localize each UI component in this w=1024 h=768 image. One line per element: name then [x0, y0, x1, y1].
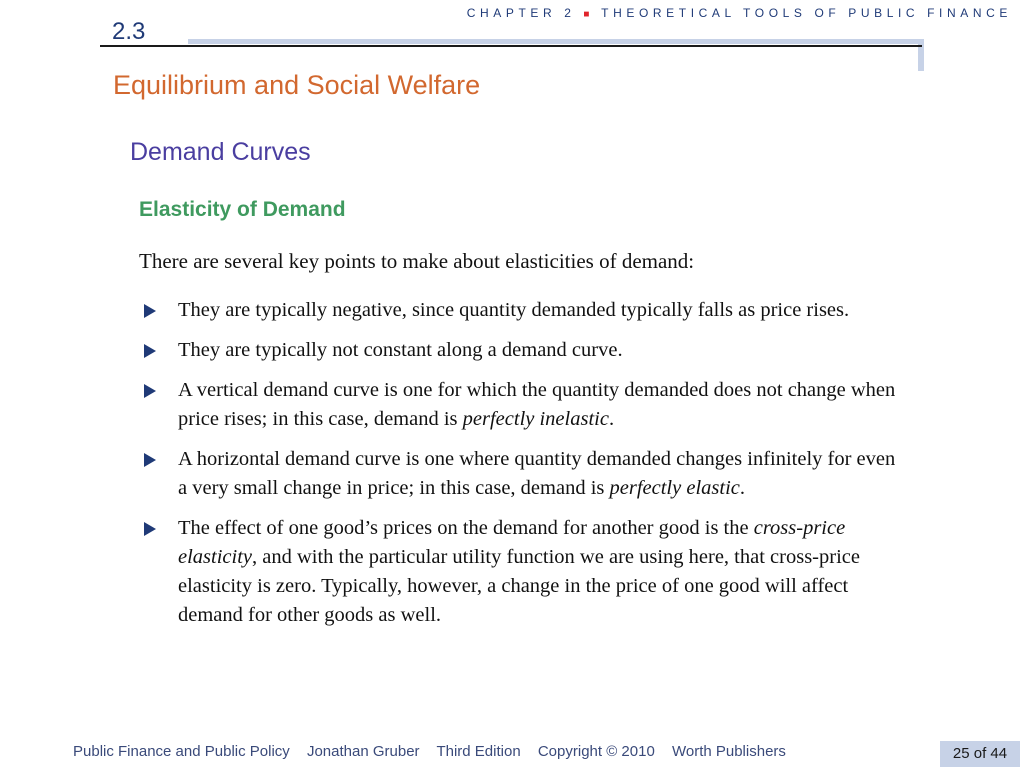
page-indicator: 25 of 44: [940, 741, 1020, 767]
bullet-item: [140, 296, 900, 325]
bullet-item: [140, 376, 900, 434]
bullet-item: [140, 445, 900, 503]
triangle-right-icon: [144, 384, 156, 398]
bullet-list: [140, 296, 900, 641]
bullet-term: perfectly elastic: [609, 477, 740, 499]
footer-book: Public Finance and Public Policy: [73, 743, 290, 760]
bullet-text: They are typically not constant along a demand curve.: [178, 339, 623, 361]
triangle-right-icon: [144, 344, 156, 358]
bullet-term: perfectly inelastic: [462, 408, 609, 430]
header-separator-icon: ■: [583, 9, 594, 20]
triangle-right-icon: [144, 304, 156, 318]
section-number: 2.3: [112, 18, 146, 45]
bullet-text-end: .: [739, 477, 745, 499]
header-rule: [100, 45, 922, 47]
footer-copyright: Copyright © 2010: [537, 743, 655, 760]
slide-title: Equilibrium and Social Welfare: [113, 70, 481, 100]
bullet-text: The effect of one good’s prices on the demand for another good is the: [178, 517, 754, 539]
triangle-right-icon: [144, 453, 156, 467]
slide-subtitle: Demand Curves: [130, 138, 311, 166]
section-heading: Elasticity of Demand: [139, 198, 346, 221]
triangle-right-icon: [144, 522, 156, 536]
bullet-text-end: , and with the particular utility function we are using here, that cross-price elasticity is zero. Typically, however, a change in the price of one good will affect demand for other goods as well.: [178, 546, 860, 626]
header-accent-bar-end: [918, 39, 924, 71]
chapter-title: THEORETICAL TOOLS OF PUBLIC FINANCE: [601, 6, 1012, 20]
intro-text: There are several key points to make about elasticities of demand:: [139, 249, 695, 273]
footer-citation: [73, 743, 799, 760]
chapter-label: CHAPTER 2: [466, 6, 576, 20]
chapter-header: [467, 6, 1012, 20]
bullet-text: They are typically negative, since quantity demanded typically falls as price rises.: [178, 299, 850, 321]
footer-author: Jonathan Gruber: [306, 743, 420, 760]
bullet-item: [140, 514, 900, 630]
footer-edition: Third Edition: [436, 743, 521, 760]
bullet-text: A horizontal demand curve is one where quantity demanded changes infinitely for even a very small change in price; in this case, demand is: [178, 448, 896, 499]
bullet-term: cross-price elasticity: [178, 517, 846, 568]
bullet-item: [140, 336, 900, 365]
bullet-text: A vertical demand curve is one for which the quantity demanded does not change when price rises; in this case, demand is: [178, 379, 896, 430]
footer-publisher: Worth Publishers: [671, 743, 786, 760]
header-accent-bar: [188, 39, 922, 44]
bullet-text-end: .: [608, 408, 615, 430]
